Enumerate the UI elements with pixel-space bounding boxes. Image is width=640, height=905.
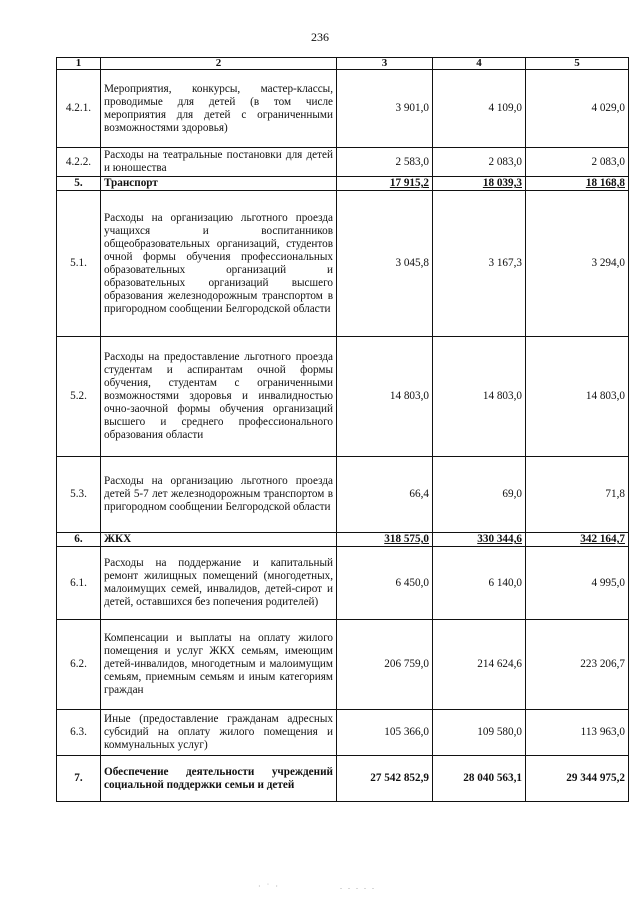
row-number: 6.3. xyxy=(57,710,101,756)
table-row xyxy=(57,547,629,620)
row-value-col3: 27 542 852,9 xyxy=(337,756,433,802)
page-number: 236 xyxy=(311,30,329,44)
row-value-col3: 6 450,0 xyxy=(337,547,433,620)
row-value-col3: 66,4 xyxy=(337,457,433,533)
row-value-col5: 71,8 xyxy=(526,457,629,533)
table-row xyxy=(57,70,629,148)
row-value-col3: 3 901,0 xyxy=(337,70,433,148)
scan-artifact: . . . . . xyxy=(340,882,376,891)
table-row xyxy=(57,620,629,710)
table-row xyxy=(57,337,629,457)
col-header-2: 2 xyxy=(101,58,337,70)
row-description: Расходы на театральные постановки для детей и юношества xyxy=(101,148,337,177)
table-row xyxy=(57,710,629,756)
col-header-1: 1 xyxy=(57,58,101,70)
row-value-col5: 113 963,0 xyxy=(526,710,629,756)
row-number: 4.2.2. xyxy=(57,148,101,177)
row-value-col5: 342 164,7 xyxy=(526,533,629,547)
row-value-col3: 17 915,2 xyxy=(337,177,433,191)
scan-artifact: · ˙ · xyxy=(258,882,280,891)
row-description: Мероприятия, конкурсы, мастер-классы, проводимые для детей (в том числе мероприятия для детей с ограниченными возможностями здоровья) xyxy=(101,70,337,148)
row-number: 5.1. xyxy=(57,191,101,337)
table-row xyxy=(57,457,629,533)
row-value-col4: 14 803,0 xyxy=(433,337,526,457)
budget-table xyxy=(56,57,629,802)
row-description: Обеспечение деятельности учреждений социальной поддержки семьи и детей xyxy=(101,756,337,802)
row-value-col4: 2 083,0 xyxy=(433,148,526,177)
row-number: 6.1. xyxy=(57,547,101,620)
row-description: Компенсации и выплаты на оплату жилого помещения и услуг ЖКХ семьям, имеющим детей-инвалидов, многодетным и малоимущим семьям, приемным семьям и иным категориям граждан xyxy=(101,620,337,710)
section-row xyxy=(57,533,629,547)
row-description: Расходы на поддержание и капитальный ремонт жилищных помещений (многодетных, малоимущих семей, инвалидов, детей-сирот и детей, оставшихся без попечения родителей) xyxy=(101,547,337,620)
row-value-col5: 29 344 975,2 xyxy=(526,756,629,802)
row-value-col3: 318 575,0 xyxy=(337,533,433,547)
row-value-col4: 109 580,0 xyxy=(433,710,526,756)
row-value-col4: 330 344,6 xyxy=(433,533,526,547)
row-number: 4.2.1. xyxy=(57,70,101,148)
row-value-col5: 3 294,0 xyxy=(526,191,629,337)
row-description: Расходы на организацию льготного проезда детей 5-7 лет железнодорожным транспортом в пригородном сообщении Белгородской области xyxy=(101,457,337,533)
row-value-col3: 2 583,0 xyxy=(337,148,433,177)
row-number: 5.3. xyxy=(57,457,101,533)
table-row xyxy=(57,148,629,177)
row-number: 5. xyxy=(57,177,101,191)
row-value-col5: 2 083,0 xyxy=(526,148,629,177)
row-value-col4: 28 040 563,1 xyxy=(433,756,526,802)
row-value-col3: 105 366,0 xyxy=(337,710,433,756)
col-header-4: 4 xyxy=(433,58,526,70)
section-row xyxy=(57,756,629,802)
row-value-col5: 4 995,0 xyxy=(526,547,629,620)
row-value-col3: 14 803,0 xyxy=(337,337,433,457)
row-description: Расходы на предоставление льготного проезда студентам и аспирантам очной формы обучения, студентам с ограниченными возможностями здоровья и инвалидностью очно-заочной формы обучения организаций высшего и среднего профессионального образования области xyxy=(101,337,337,457)
section-row xyxy=(57,177,629,191)
row-value-col4: 4 109,0 xyxy=(433,70,526,148)
col-header-3: 3 xyxy=(337,58,433,70)
row-description: Расходы на организацию льготного проезда учащихся и воспитанников общеобразовательных организаций, студентов очной формы обучения профессиональных образовательных организаций и образовательных организаций высшего образования железнодорожным транспортом в пригородном сообщении Белгородской области xyxy=(101,191,337,337)
row-value-col5: 4 029,0 xyxy=(526,70,629,148)
row-description: ЖКХ xyxy=(101,533,337,547)
row-value-col4: 69,0 xyxy=(433,457,526,533)
row-number: 5.2. xyxy=(57,337,101,457)
row-value-col3: 206 759,0 xyxy=(337,620,433,710)
table-row xyxy=(57,191,629,337)
row-value-col5: 18 168,8 xyxy=(526,177,629,191)
row-value-col4: 18 039,3 xyxy=(433,177,526,191)
col-header-5: 5 xyxy=(526,58,629,70)
row-value-col5: 223 206,7 xyxy=(526,620,629,710)
row-value-col5: 14 803,0 xyxy=(526,337,629,457)
row-value-col3: 3 045,8 xyxy=(337,191,433,337)
row-number: 7. xyxy=(57,756,101,802)
row-value-col4: 214 624,6 xyxy=(433,620,526,710)
row-value-col4: 3 167,3 xyxy=(433,191,526,337)
row-number: 6. xyxy=(57,533,101,547)
row-description: Транспорт xyxy=(101,177,337,191)
table-header-row xyxy=(57,58,629,70)
row-number: 6.2. xyxy=(57,620,101,710)
row-value-col4: 6 140,0 xyxy=(433,547,526,620)
row-description: Иные (предоставление гражданам адресных субсидий на оплату жилого помещения и коммунальных услуг) xyxy=(101,710,337,756)
